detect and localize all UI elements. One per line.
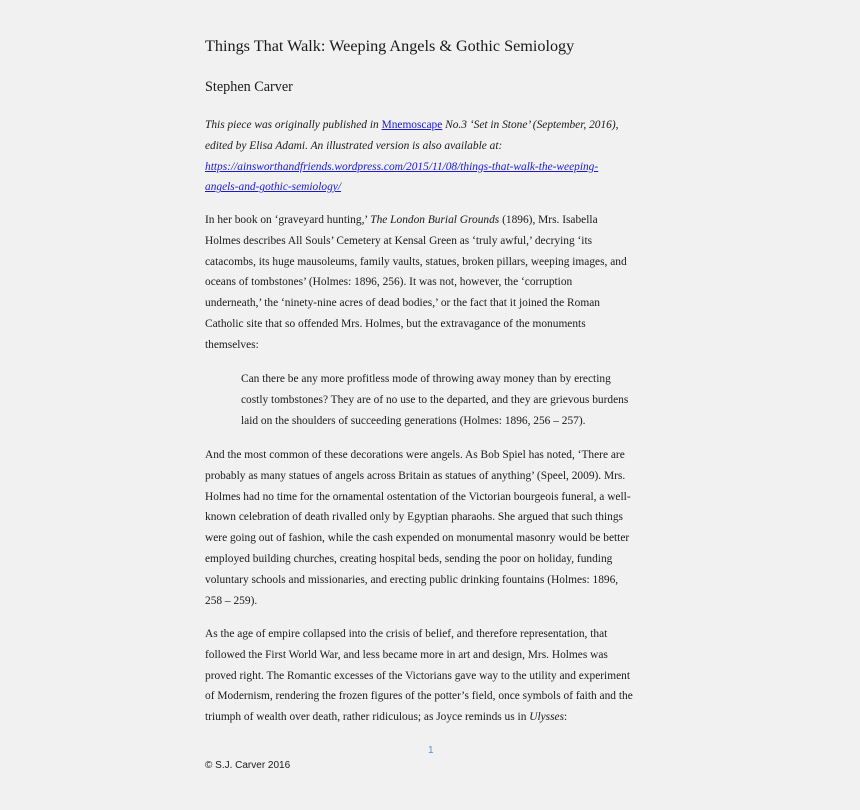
document-title: Things That Walk: Weeping Angels & Gothic Semiology	[205, 37, 575, 55]
book-title: Ulysses	[529, 711, 565, 724]
paragraph-line: Holmes describes All Souls’ Cemetery at Kensal Green as ‘truly awful,’ decrying ‘its	[205, 234, 593, 247]
paragraph-line: triumph of wealth over death, rather ridiculous; as Joyce reminds us in Ulysses:	[205, 711, 568, 724]
paragraph-line: followed the First World War, and less became more in art and design, Mrs. Holmes was	[205, 648, 608, 661]
paragraph-line: oceans of tombstones’ (Holmes: 1896, 256). It was not, however, the ‘corruption	[205, 276, 573, 289]
paragraph-line: themselves:	[205, 338, 259, 351]
paragraph-line: of Modernism, rendering the frozen figures of the potter’s field, once symbols of faith and the	[205, 690, 633, 703]
paragraph-line: voluntary schools and missionaries, and erecting public drinking fountains (Holmes: 1896,	[205, 573, 619, 586]
paragraph-line: Holmes had no time for the ornamental ostentation of the Victorian bourgeois funeral, a well-	[205, 490, 631, 503]
quote-line: laid on the shoulders of succeeding generations (Holmes: 1896, 256 – 257).	[241, 414, 586, 427]
quote-line: Can there be any more profitless mode of throwing away money than by erecting	[241, 373, 611, 385]
paragraph-line: 258 – 259).	[205, 594, 258, 607]
note-line: edited by Elisa Adami. An illustrated version is also available at:	[205, 139, 503, 152]
paragraph-line: known celebration of death rivalled only by Egyptian pharaohs. She argued that such things	[205, 511, 623, 524]
paragraph-line: In her book on ‘graveyard hunting,’ The London Burial Grounds (1896), Mrs. Isabella	[205, 214, 598, 226]
paragraph-line: were going out of fashion, while the cash expended on monumental masonry would be better	[205, 532, 630, 545]
note-line: This piece was originally published in Mnemoscape No.3 ‘Set in Stone’ (September, 2016),	[205, 119, 619, 131]
page-number: 1	[428, 745, 434, 756]
paragraph-2	[205, 445, 660, 611]
paragraph-line: catacombs, its huge mausoleums, family vaults, statues, broken pillars, weeping images, and	[205, 255, 627, 268]
paragraph-line: As the age of empire collapsed into the crisis of belief, and therefore representation, that	[205, 628, 608, 640]
quote-line: costly tombstones? They are of no use to the departed, and they are grievous burdens	[241, 393, 629, 406]
paragraph-line: underneath,’ the ‘ninety-nine acres of dead bodies,’ or the fact that it joined the Roman	[205, 297, 600, 310]
block-quote	[241, 369, 661, 431]
paragraph-1	[205, 210, 660, 356]
mnemoscape-link[interactable]: Mnemoscape	[381, 119, 443, 131]
author-name: Stephen Carver	[205, 79, 293, 95]
paragraph-line: probably as many statues of angels across Britain as statues of anything’ (Speel, 2009). Mrs.	[205, 469, 626, 482]
paragraph-line: And the most common of these decorations were angels. As Bob Spiel has noted, ‘There are	[205, 449, 625, 461]
paragraph-line: Catholic site that so offended Mrs. Holmes, but the extravagance of the monuments	[205, 317, 586, 330]
paragraph-line: employed building churches, creating hospital beds, sending the poor on holiday, funding	[205, 552, 613, 565]
url-link-line-1[interactable]: https://ainsworthandfriends.wordpress.com/2015/11/08/things-that-walk-the-weeping-	[205, 160, 599, 173]
copyright-footer: © S.J. Carver 2016	[205, 760, 291, 771]
paragraph-3	[205, 624, 660, 728]
publication-note	[205, 115, 660, 198]
book-title: The London Burial Grounds	[370, 214, 500, 226]
url-link-line-2[interactable]: angels-and-gothic-semiology/	[205, 181, 342, 194]
paragraph-line: proved right. The Romantic excesses of the Victorians gave way to the utility and experiment	[205, 669, 630, 682]
